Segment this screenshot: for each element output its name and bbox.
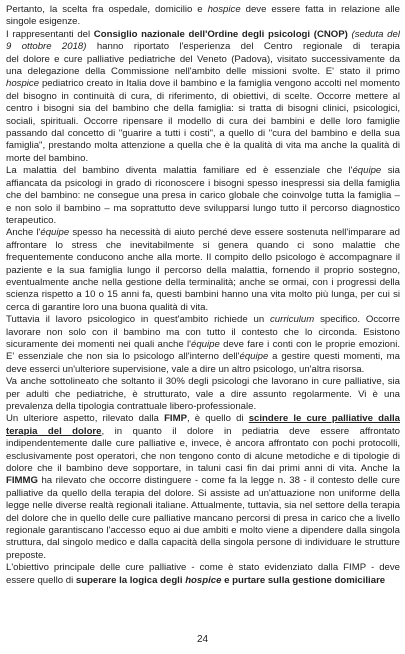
text-run: ha rilevato che occorre distinguere - come fa la legge n. 38 - il contesto delle cure: [37, 475, 400, 487]
text-run: (seduta del: [347, 28, 400, 40]
text-run: L'obiettivo principale delle cure palliative - come è stato evidenziato dalla FIMP - deve: [6, 562, 400, 574]
text-run: centro i bisogni sia del bambino che della famiglia: si tratta di bisogni clinici, psicologici,: [6, 103, 400, 115]
text-run: del dolore che in quello delle cure palliative mancano percorsi di presa in carico che a livello: [6, 512, 400, 524]
text-run: e purtare sulla gestione domiciliare: [221, 574, 386, 586]
text-run: dolore che il bambino deve sopportare, in taluni casi fin dai primi anni di vita. Anche la: [6, 463, 400, 475]
text-line: [6, 41, 400, 53]
text-line: [6, 550, 400, 562]
paragraph: [6, 314, 400, 376]
text-run: che del bambino: ne consegue una presa in carico globale che coinvolge tutta la famiglia –: [6, 190, 400, 202]
text-line: [6, 451, 400, 463]
text-run: sociali, spirituali. Occorre ripensare il modello di cura dei bambini e delle loro famiglie: [6, 115, 400, 127]
text-line: [6, 265, 400, 277]
text-run: hospice: [6, 78, 40, 90]
paragraph: [6, 227, 400, 314]
text-run: paziente e la sua famiglia lungo il percorso della malattia, fornendo il proprio sostegno,: [6, 264, 400, 276]
text-run: équipe: [239, 351, 269, 363]
text-run: superare la logica degli: [75, 574, 186, 586]
text-run: famiglia", prestando molta attenzione a quella che è la qualità di vita ma anche la qualità di: [6, 140, 400, 152]
text-run: Pertanto, la scelta fra ospedale, domicilio e: [6, 4, 208, 15]
text-run: pediatrico creato in Italia dove il bambino e la famiglia vengono accolti nel momento: [39, 78, 400, 90]
text-line: [6, 116, 400, 128]
text-line: [6, 190, 400, 202]
text-run: eventualmente anche nella gestione della terminalità; anche se ormai, con i progressi della: [6, 276, 400, 288]
text-line: [6, 537, 400, 549]
text-line: [6, 364, 400, 376]
text-line: [6, 513, 400, 525]
text-line: [6, 103, 400, 115]
text-run: deve essere fatta in relazione alle: [240, 4, 400, 15]
text-run: preposte.: [6, 549, 47, 561]
text-run: struttura, dal singolo medico e dalla capacità della singola persone di individuare le strutture: [6, 537, 400, 549]
text-line: [6, 165, 400, 177]
text-line: [6, 351, 400, 363]
text-run: équipe: [190, 338, 220, 350]
text-run: terapia del dolore: [6, 425, 102, 437]
text-run: , in quanto il dolore in pediatria deve essere affrontato: [101, 425, 400, 437]
text-run: Anche l': [6, 227, 41, 239]
text-line: [6, 29, 400, 41]
text-line: [6, 413, 400, 425]
text-run: Tuttavia il lavoro psicologico in quest'ambito richiede un: [6, 314, 270, 326]
text-run: sicuramente dei momenti nei quali anche l': [6, 338, 191, 350]
text-line: [6, 178, 400, 190]
text-run: palliative da quello della terapia del dolore. Si assiste ad un'attuazione non uniforme della: [6, 487, 400, 499]
text-run: per adulti che pediatriche, è strutturato, vale a dire assunto regolarmente. Vi è una: [6, 388, 400, 400]
text-line: [6, 91, 400, 103]
text-line: [6, 389, 400, 401]
text-run: deve fare i conti con le proprie emozioni.: [219, 338, 400, 350]
text-run: équipe: [352, 165, 382, 177]
text-line: [6, 4, 400, 16]
text-line: [6, 252, 400, 264]
text-line: [6, 215, 400, 227]
text-run: hospice: [207, 4, 241, 15]
text-run: una delegazione della Commissione nell'ambito delle missioni svolte. E' stato il primo: [6, 66, 400, 78]
text-run: spesso ha necessità di aiuto perché deve essere sostenuta nell'imparare ad: [69, 227, 400, 239]
text-run: hanno riportato l'esperienza del Centro regionale di terapia: [86, 41, 400, 53]
text-run: legge nelle diverse realtà regionali italiane. Attualmente, tuttavia, sia nel settore della terapia: [6, 500, 400, 512]
text-line: [6, 54, 400, 66]
text-run: E' essenziale che non sia lo psicologo all'interno dell': [6, 351, 240, 363]
text-run: indipendentemente dalle cure palliative e, invece, è ancora affrontato con pochi protocolli,: [6, 438, 400, 450]
text-run: FIMMG: [6, 475, 38, 487]
text-run: , è quello di: [186, 413, 249, 425]
text-run: deve esserci un'ulteriore supervisione, vale a dire un altro psicologo, un'altra risorsa.: [6, 363, 365, 375]
text-run: scienza rispetto a 10 o 15 anni fa, questi bambini hanno una vita molto più lunga, per cui si: [6, 289, 400, 301]
text-run: terapeutico.: [6, 214, 57, 226]
paragraph: [6, 413, 400, 562]
paragraph: [6, 165, 400, 227]
text-run: scindere le cure palliative dalla: [248, 413, 400, 425]
text-run: cerca di garantire loro una buona qualità di vita.: [6, 301, 209, 313]
text-line: [6, 289, 400, 301]
paragraph: [6, 29, 400, 165]
text-line: [6, 314, 400, 326]
text-line: [6, 277, 400, 289]
text-run: frequentemente conducono anche alla morte. Il compito dello psicologo è accompagnare il: [6, 252, 400, 264]
text-run: Un ulteriore aspetto, rilevato dalla: [6, 413, 165, 425]
text-line: [6, 562, 400, 574]
text-run: e non solo il bambino – ma soprattutto deve svilupparsi lungo tutto il percorso diagnostico: [6, 202, 400, 214]
text-line: [6, 240, 400, 252]
text-run: passando dal concetto di "guarire a tutti i costi", a quello di "cura del bambino e della sua: [6, 128, 400, 140]
text-run: esclusivamente post operatori, che non tengono conto di alcune metodiche e di tipologie di: [6, 450, 400, 462]
text-run: La malattia del bambino diventa malattia familiare ed è essenziale che l': [6, 165, 353, 177]
text-run: singole esigenze.: [6, 16, 81, 28]
text-line: [6, 401, 400, 413]
text-line: [6, 376, 400, 388]
text-run: regionale garantiscano l'accesso equo ai due ambiti e molto viene a dipendere dalla singola: [6, 525, 400, 537]
text-run: sia: [381, 165, 400, 177]
text-run: prevalenza della tipologia contrattuale libero-professionale.: [6, 401, 257, 412]
text-line: [6, 339, 400, 351]
text-line: [6, 438, 400, 450]
text-line: [6, 500, 400, 512]
text-line: [6, 488, 400, 500]
text-line: [6, 475, 400, 487]
text-run: I rappresentanti del: [6, 28, 94, 40]
text-run: équipe: [40, 227, 70, 239]
text-line: [6, 140, 400, 152]
text-run: curriculum: [270, 314, 315, 326]
text-run: 9 ottobre 2018): [6, 41, 87, 53]
text-run: Consiglio nazionale dell'Ordine degli psicologi (CNOP): [93, 28, 348, 40]
text-run: morte del bambino.: [6, 152, 89, 164]
paragraph: [6, 4, 400, 29]
text-line: [6, 128, 400, 140]
text-line: [6, 525, 400, 537]
text-run: lavorare non solo con il bambino ma con tutto il contesto che lo circonda. Esistono: [6, 326, 400, 338]
text-line: [6, 426, 400, 438]
text-line: [6, 575, 400, 587]
text-line: [6, 153, 400, 165]
text-run: affrontare lo stress che inevitabilmente si genera quando ci sono malattie che: [6, 239, 400, 251]
text-line: [6, 203, 400, 215]
paragraph: [6, 562, 400, 587]
text-line: [6, 78, 400, 90]
text-run: del dolore e cure palliative pediatriche del Veneto (Padova), visitato successivamente da: [6, 53, 400, 65]
text-line: [6, 16, 400, 28]
paragraph: [6, 376, 400, 413]
text-run: del bisogno in continuità di cura, di riferimento, di obiettivi, di scelte. Occorre mettere al: [6, 90, 400, 102]
text-run: essere quello di: [6, 574, 76, 586]
text-run: specifico. Occorre: [314, 314, 400, 326]
text-run: hospice: [185, 574, 222, 586]
text-line: [6, 227, 400, 239]
body-text: [6, 4, 400, 587]
page-number: 24: [196, 634, 209, 645]
text-run: a gestire questi momenti, ma: [268, 351, 400, 363]
text-run: FIMP: [164, 413, 187, 425]
text-run: affiancata da psicologi in grado di riconoscere i bisogni spesso inespressi sia della famiglia: [6, 177, 400, 189]
text-line: [6, 66, 400, 78]
text-line: [6, 302, 400, 314]
text-run: Va anche sottolineato che soltanto il 30% degli psicologi che lavorano in cure palliative, sia: [6, 376, 400, 388]
text-line: [6, 463, 400, 475]
text-line: [6, 327, 400, 339]
